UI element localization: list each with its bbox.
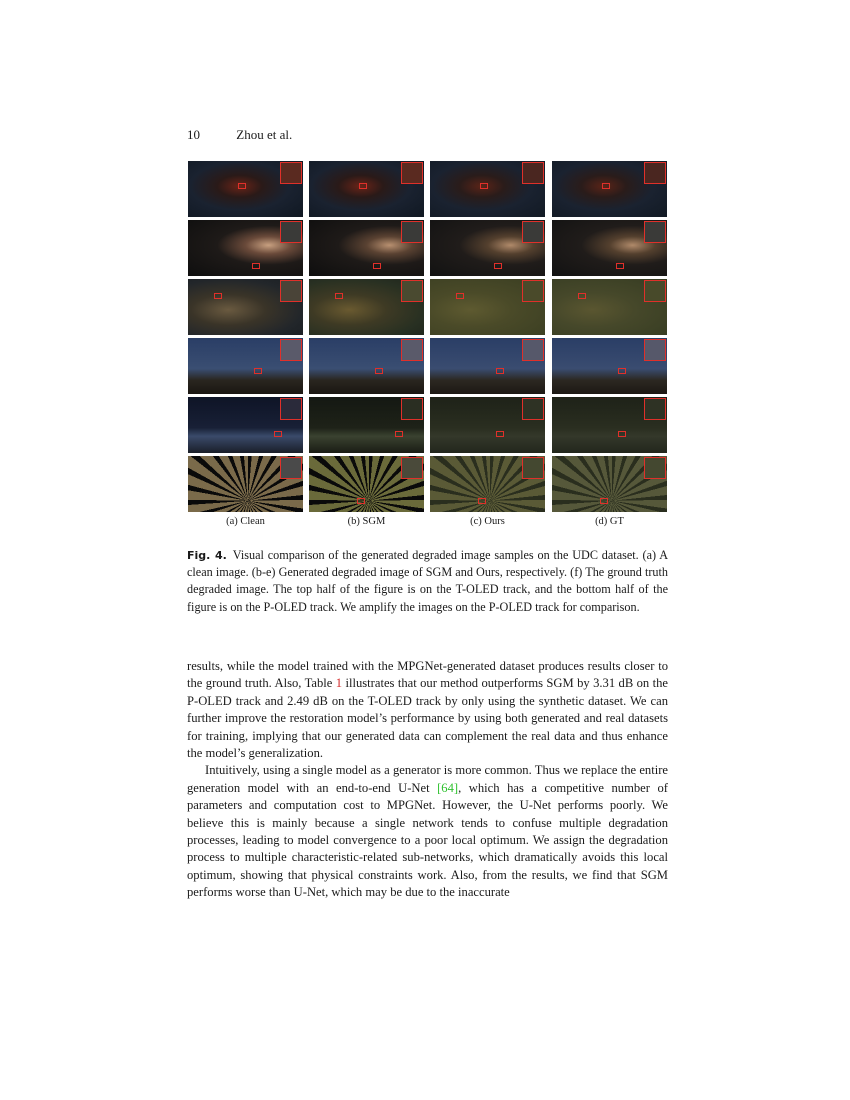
image-r4-ours: [430, 338, 545, 394]
paragraph-1-text-a: results, while the model trained with the MPGNet-generated dataset produces results closer to the ground truth. Also, Table: [187, 659, 668, 691]
label-ours: (c) Ours: [470, 516, 505, 527]
image-r2-gt: [552, 220, 667, 276]
page-header: [187, 127, 292, 143]
table-ref-link[interactable]: 1: [335, 676, 343, 691]
running-authors: Zhou et al.: [236, 127, 293, 142]
paragraph-2-text-a: Intuitively, using a single model as a generator is more common. Thus we replace the entire generation model with an end-to-end U-Net: [187, 763, 668, 795]
image-r1-ours: [430, 161, 545, 217]
image-r2-clean: [188, 220, 303, 276]
paragraph-2: [187, 762, 668, 901]
image-r2-sgm: [309, 220, 424, 276]
image-r3-gt: [552, 279, 667, 335]
label-sgm: (b) SGM: [347, 516, 386, 527]
subfigure-labels: [188, 516, 668, 534]
body-text: [187, 658, 668, 902]
image-r5-ours: [430, 397, 545, 453]
label-gt: (d) GT: [595, 516, 624, 527]
image-r4-gt: [552, 338, 667, 394]
figure-4: [188, 161, 668, 534]
paragraph-2-text-b: , which has a competitive number of parameters and computation cost to MPGNet. However, the U-Net performs poorly. We believe this is mainly because a single network tends to confuse multiple degradation processes, leading to model convergence to a poor local optimum. We assign the degradation process to multiple characteristic-related sub-networks, which dramatically avoids this local optimum, showing that physical constraints work. Also, from the results, we find that SGM performs worse than U-Net, which may be due to the inaccurate: [187, 780, 668, 900]
image-r3-ours: [430, 279, 545, 335]
image-r2-ours: [430, 220, 545, 276]
image-r5-gt: [552, 397, 667, 453]
page-number: 10: [187, 127, 200, 142]
image-r6-ours: [430, 456, 545, 512]
citation-link[interactable]: [64]: [437, 780, 459, 795]
image-r1-clean: [188, 161, 303, 217]
image-r5-sgm: [309, 397, 424, 453]
image-r4-clean: [188, 338, 303, 394]
image-grid: [188, 161, 668, 513]
paragraph-1: [187, 658, 668, 762]
image-r4-sgm: [309, 338, 424, 394]
paragraph-1-text-b: illustrates that our method outperforms SGM by 3.31 dB on the P-OLED track and 2.49 dB on the T-OLED track by only using the synthetic dataset. We can further improve the restoration model’s performance by using both generated and real datasets for training, implying that our generated data can complement the real data and thus enhance the model’s generalization.: [187, 676, 668, 761]
figure-caption: [187, 547, 668, 616]
image-r1-gt: [552, 161, 667, 217]
image-r6-sgm: [309, 456, 424, 512]
image-r5-clean: [188, 397, 303, 453]
image-r6-clean: [188, 456, 303, 512]
image-r1-sgm: [309, 161, 424, 217]
image-r6-gt: [552, 456, 667, 512]
image-r3-sgm: [309, 279, 424, 335]
caption-text: Visual comparison of the generated degraded image samples on the UDC dataset. (a) A clean image. (b-e) Generated degraded image of SGM and Ours, respectively. (f) The ground truth degraded image. The top half of the figure is on the T-OLED track, and the bottom half of the figure is on the P-OLED track. We amplify the images on the P-OLED track for comparison.: [187, 548, 669, 614]
image-r3-clean: [188, 279, 303, 335]
caption-label: Fig. 4.: [187, 549, 227, 562]
label-clean: (a) Clean: [226, 516, 265, 527]
